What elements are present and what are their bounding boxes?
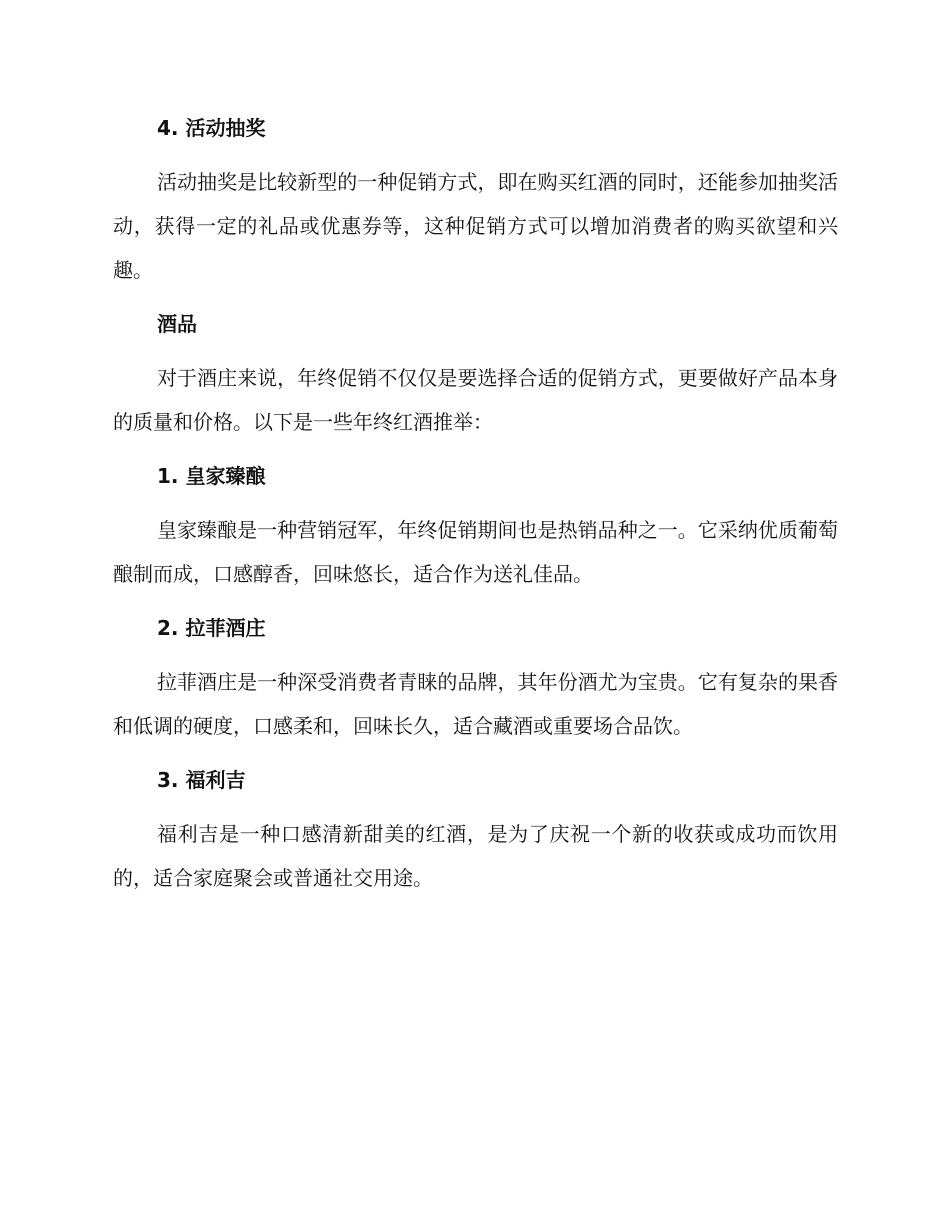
section-heading-lafite: 2. 拉菲酒庄 [157, 616, 266, 640]
section-paragraph-lottery: 活动抽奖是比较新型的一种促销方式，即在购买红酒的同时，还能参加抽奖活动，获得一定的礼品或优惠券等，这种促销方式可以增加消费者的购买欲望和兴趣。 [113, 170, 838, 282]
section-heading-lottery: 4. 活动抽奖 [157, 116, 266, 140]
section-paragraph-royal: 皇家臻酿是一种营销冠军，年终促销期间也是热销品种之一。它采纳优质葡萄酿制而成，口感醇香，回味悠长，适合作为送礼佳品。 [113, 518, 838, 586]
section-heading-royal: 1. 皇家臻酿 [157, 464, 266, 488]
section-paragraph-lafite: 拉菲酒庄是一种深受消费者青睐的品牌，其年份酒尤为宝贵。它有复杂的果香和低调的硬度，口感柔和，回味长久，适合藏酒或重要场合品饮。 [113, 670, 838, 738]
section-paragraph-fuliji: 福利吉是一种口感清新甜美的红酒，是为了庆祝一个新的收获或成功而饮用的，适合家庭聚会或普通社交用途。 [113, 822, 838, 890]
document-body [113, 112, 838, 900]
section-heading-fuliji: 3. 福利吉 [157, 768, 246, 792]
section-paragraph-wines: 对于酒庄来说，年终促销不仅仅是要选择合适的促销方式，更要做好产品本身的质量和价格。以下是一些年终红酒推举： [113, 366, 838, 434]
section-heading-wines: 酒品 [157, 312, 197, 336]
